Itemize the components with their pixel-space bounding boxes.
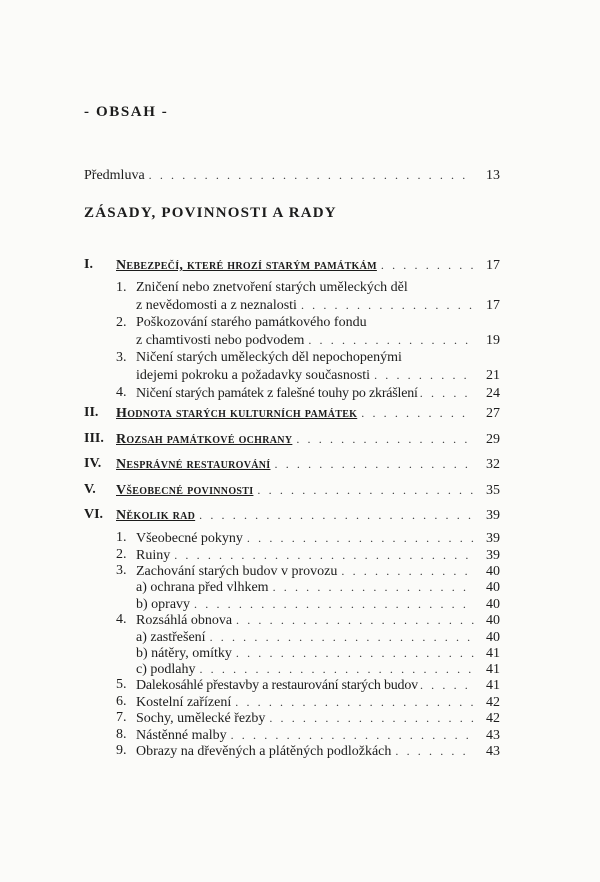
toc-page-number: 27 [486, 406, 500, 421]
toc-entry[interactable] [136, 384, 500, 402]
toc-chapter-1[interactable] [116, 256, 500, 274]
item-number: 1. [116, 280, 127, 295]
toc-page-number: 17 [486, 258, 500, 273]
dot-leader [361, 404, 474, 422]
dot-leader [420, 676, 476, 694]
toc-page-number: 35 [486, 483, 500, 498]
dot-leader [420, 384, 476, 402]
chapter-title: Nesprávné restaurování [116, 457, 271, 472]
toc-entry-label: Rozsáhlá obnova [136, 613, 233, 628]
toc-page-number: 29 [486, 432, 500, 447]
item-number: 2. [116, 547, 127, 562]
toc-entry-label: a) zastřešení [136, 630, 206, 645]
toc-entry-label: Kostelní zařízení [136, 695, 232, 710]
toc-page-number: 32 [486, 457, 500, 472]
chapter-number: V. [84, 482, 96, 497]
toc-entry-label: Ničení starých památek z falešné touhy po zkrášlení [136, 386, 418, 401]
toc-page-number: 21 [486, 368, 500, 383]
dot-leader [149, 166, 474, 184]
toc-entry-label: b) nátěry, omítky [136, 646, 232, 661]
toc-page-number: 40 [486, 580, 500, 595]
chapter-title: Rozsah památkové ochrany [116, 432, 293, 447]
dot-leader [308, 331, 474, 349]
toc-chapter-3[interactable] [116, 430, 500, 448]
toc-page-number: 39 [486, 508, 500, 523]
dot-leader [257, 481, 474, 499]
dot-leader [275, 455, 475, 473]
item-number: 6. [116, 694, 127, 709]
chapter-number: II. [84, 405, 99, 420]
toc-entry[interactable] [136, 529, 500, 547]
chapter-title: Nebezpečí, které hrozí starým památkám [116, 258, 377, 273]
toc-page-number: 24 [486, 386, 500, 401]
item-number: 9. [116, 743, 127, 758]
dot-leader [381, 256, 474, 274]
item-number: 8. [116, 727, 127, 742]
toc-entry-label: Ruiny [136, 548, 171, 563]
toc-page-number: 41 [486, 662, 500, 677]
toc-entry-line2: idejemi pokroku a požadavky současnosti [136, 368, 371, 383]
toc-entry-label: Sochy, umělecké řezby [136, 711, 266, 726]
dot-leader [247, 529, 474, 547]
toc-page-number: 13 [486, 168, 500, 183]
toc-page-number: 43 [486, 744, 500, 759]
dot-leader [273, 578, 474, 596]
toc-entry-label: a) ochrana před vlhkem [136, 580, 269, 595]
toc-entry[interactable] [136, 331, 500, 349]
item-number: 3. [116, 350, 127, 365]
section-title: ZÁSADY, POVINNOSTI A RADY [84, 205, 337, 221]
toc-entry[interactable] [136, 296, 500, 314]
item-number: 5. [116, 677, 127, 692]
toc-entry-label: Předmluva [84, 168, 145, 183]
toc-entry-line1: Poškozování starého památkového fondu [136, 315, 367, 330]
toc-page-number: 40 [486, 630, 500, 645]
toc-page-number: 19 [486, 333, 500, 348]
toc-entry[interactable] [136, 676, 500, 694]
chapter-title: Hodnota starých kulturních památek [116, 406, 358, 421]
contents-heading: - OBSAH - [84, 104, 169, 120]
toc-subentry[interactable] [136, 578, 500, 596]
dot-leader [199, 506, 474, 524]
toc-entry-label: b) opravy [136, 597, 191, 612]
toc-chapter-4[interactable] [116, 455, 500, 473]
toc-chapter-5[interactable] [116, 481, 500, 499]
toc-entry-preface[interactable] [84, 166, 500, 184]
toc-entry-label: Všeobecné pokyny [136, 531, 243, 546]
toc-page-number: 40 [486, 564, 500, 579]
toc-entry[interactable] [136, 742, 500, 760]
toc-page-number: 42 [486, 711, 500, 726]
toc-entry-line2: z chamtivosti nebo podvodem [136, 333, 305, 348]
toc-page-number: 41 [486, 678, 500, 693]
toc-entry-label: c) podlahy [136, 662, 196, 677]
chapter-title: Několik rad [116, 508, 196, 523]
toc-entry[interactable] [136, 709, 500, 727]
toc-entry-label: Dalekosáhlé přestavby a restaurování starých budov [136, 678, 418, 693]
chapter-number: VI. [84, 507, 104, 522]
dot-leader [374, 366, 474, 384]
item-number: 2. [116, 315, 127, 330]
toc-entry-line2: z nevědomosti a z neznalosti [136, 298, 297, 313]
toc-entry[interactable] [136, 611, 500, 629]
toc-entry-line1: Zničení nebo znetvoření starých uměleckých děl [136, 280, 408, 295]
dot-leader [296, 430, 474, 448]
toc-page-number: 17 [486, 298, 500, 313]
item-number: 7. [116, 710, 127, 725]
toc-page-number: 43 [486, 728, 500, 743]
toc-page-number: 42 [486, 695, 500, 710]
dot-leader [269, 709, 474, 727]
dot-leader [395, 742, 474, 760]
dot-leader [301, 296, 474, 314]
toc-entry-label: Obrazy na dřevěných a plátěných podložkách [136, 744, 392, 759]
toc-entry-label: Zachování starých budov v provozu [136, 564, 338, 579]
toc-page-number: 41 [486, 646, 500, 661]
toc-page-number: 40 [486, 613, 500, 628]
toc-page-number: 39 [486, 531, 500, 546]
toc-entry[interactable] [136, 366, 500, 384]
toc-entry-line1: Ničení starých uměleckých děl nepochopenými [136, 350, 402, 365]
chapter-number: III. [84, 431, 104, 446]
item-number: 4. [116, 612, 127, 627]
toc-entry-label: Nástěnné malby [136, 728, 227, 743]
toc-chapter-6[interactable] [116, 506, 500, 524]
toc-page-number: 40 [486, 597, 500, 612]
chapter-title: Všeobecné povinnosti [116, 483, 254, 498]
chapter-number: IV. [84, 456, 102, 471]
dot-leader [236, 611, 474, 629]
chapter-number: I. [84, 257, 93, 272]
toc-chapter-2[interactable] [116, 404, 500, 422]
item-number: 4. [116, 385, 127, 400]
item-number: 1. [116, 530, 127, 545]
toc-page-number: 39 [486, 548, 500, 563]
item-number: 3. [116, 563, 127, 578]
